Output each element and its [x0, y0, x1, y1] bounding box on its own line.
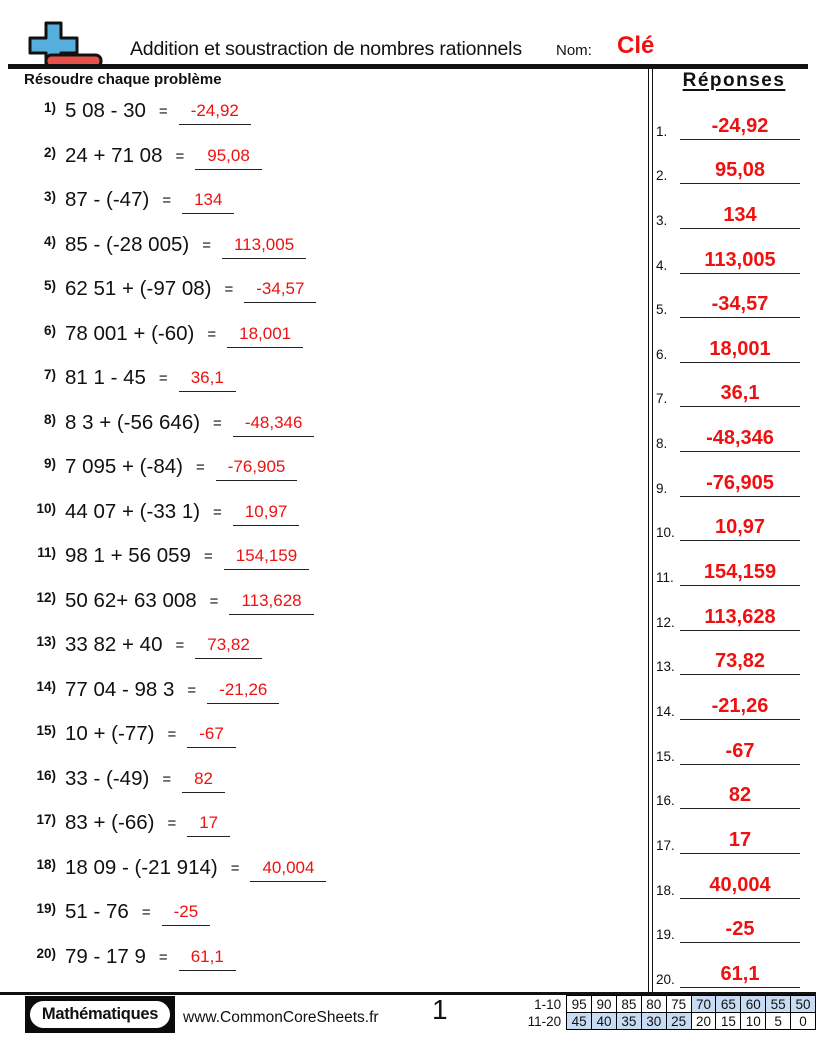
answer-row	[656, 948, 806, 993]
score-cell: 30	[641, 1013, 666, 1030]
name-label: Nom:	[556, 42, 592, 59]
score-cell: 0	[791, 1013, 816, 1030]
equals-sign: =	[224, 281, 234, 298]
equals-sign: =	[187, 681, 197, 699]
score-cell: 95	[567, 996, 592, 1013]
problem-expression: 24 + 71 08	[65, 143, 163, 167]
problem-number: 6)	[43, 322, 56, 338]
score-row-label: 1-10	[534, 996, 562, 1012]
problem-row	[28, 678, 640, 723]
answer-line	[680, 560, 800, 586]
answer-line	[680, 783, 800, 809]
answer-line	[680, 694, 800, 720]
answer-number: 16.	[656, 793, 675, 809]
equals-sign: =	[209, 592, 219, 610]
answer-row	[656, 234, 806, 279]
problem-number: 15)	[36, 723, 56, 738]
answer-row	[656, 502, 806, 547]
problem-expression: 18 09 - (-21 914)	[65, 855, 218, 879]
answer-value: -25	[725, 918, 755, 941]
answer-value: 61,1	[720, 962, 760, 985]
answer-number: 12.	[656, 614, 675, 630]
equals-sign: =	[162, 770, 172, 788]
answer-row	[656, 591, 806, 636]
problem-number: 12)	[36, 589, 56, 605]
problem-row	[28, 945, 640, 990]
problem-number: 9)	[43, 456, 56, 471]
problem-expression: 77 04 - 98 3	[65, 677, 175, 701]
answer-number: 18.	[656, 882, 675, 898]
brand-badge	[25, 996, 175, 1033]
problem-answer: 134	[182, 188, 234, 214]
answer-number: 9.	[656, 480, 668, 496]
problem-expression: 83 + (-66)	[65, 811, 155, 834]
answer-line	[680, 962, 800, 988]
score-cell: 25	[666, 1013, 691, 1030]
problem-expression: 8 3 + (-56 646)	[65, 410, 201, 434]
answer-value: 82	[728, 784, 752, 807]
answer-line	[680, 158, 800, 184]
answer-row	[656, 323, 806, 368]
answer-value: 113,628	[704, 605, 776, 628]
score-cell: 50	[791, 996, 816, 1013]
page-number: 1	[432, 994, 448, 1025]
problem-number: 16)	[36, 767, 56, 783]
problem-row	[28, 811, 640, 856]
problem-expression: 33 82 + 40	[65, 633, 163, 656]
problem-number: 7)	[43, 367, 56, 382]
answers-list	[656, 100, 806, 993]
score-cell: 20	[691, 1013, 716, 1030]
answer-value: 134	[723, 203, 757, 226]
problem-answer: -67	[187, 722, 236, 748]
answer-line	[680, 739, 800, 765]
equals-sign: =	[162, 192, 172, 209]
answer-value: -48,346	[706, 427, 774, 450]
problem-answer: 113,628	[229, 589, 313, 615]
problem-row	[28, 322, 640, 367]
problem-expression: 98 1 + 56 059	[65, 544, 191, 567]
problem-row	[28, 233, 640, 278]
problem-answer: 61,1	[179, 945, 236, 971]
answer-number: 6.	[656, 346, 668, 362]
problem-answer: 36,1	[179, 366, 236, 392]
problem-number: 1)	[43, 100, 56, 115]
answer-number: 7.	[656, 391, 668, 407]
equals-sign: =	[230, 859, 240, 877]
answer-number: 19.	[656, 927, 675, 943]
problem-expression: 79 - 17 9	[65, 944, 146, 968]
score-cell: 45	[567, 1013, 592, 1030]
answer-value: 10,97	[714, 516, 766, 539]
problem-row	[28, 544, 640, 589]
answer-value: -21,26	[711, 694, 769, 717]
plus-minus-logo-icon	[27, 21, 105, 69]
score-cell: 15	[716, 1013, 741, 1030]
score-row-label: 11-20	[527, 1013, 562, 1029]
problem-answer: 40,004	[250, 856, 326, 882]
score-table-body	[521, 996, 816, 1030]
problem-expression: 78 001 + (-60)	[65, 321, 195, 345]
answer-number: 15.	[656, 748, 675, 764]
problem-number: 18)	[36, 856, 56, 872]
problem-answer: 10,97	[233, 500, 300, 526]
score-row	[521, 996, 816, 1013]
problem-row	[28, 856, 640, 901]
problem-number: 20)	[36, 945, 56, 961]
problem-number: 8)	[43, 411, 56, 427]
site-url: www.CommonCoreSheets.fr	[183, 1009, 379, 1026]
equals-sign: =	[213, 414, 222, 432]
answer-number: 20.	[656, 971, 675, 987]
equals-sign: =	[213, 503, 222, 521]
equals-sign: =	[207, 325, 217, 343]
problem-expression: 81 1 - 45	[65, 366, 146, 389]
problem-answer: 82	[182, 767, 225, 793]
answer-value: 18,001	[709, 337, 771, 360]
score-cell: 35	[616, 1013, 641, 1030]
problem-answer: 113,005	[222, 233, 306, 259]
answer-line	[680, 114, 800, 140]
answer-line	[680, 426, 800, 452]
answer-line	[680, 873, 800, 899]
answer-value: 36,1	[720, 382, 760, 405]
problem-row	[28, 722, 640, 767]
problems-list	[28, 99, 640, 989]
brand-badge-label: Mathématiques	[28, 999, 172, 1030]
problem-row	[28, 411, 640, 456]
problem-number: 11)	[37, 545, 56, 560]
answer-line	[680, 471, 800, 497]
answer-row	[656, 100, 806, 145]
answer-number: 1.	[656, 123, 668, 139]
answer-row	[656, 145, 806, 190]
equals-sign: =	[158, 948, 168, 966]
answers-header: Réponses	[682, 70, 786, 91]
answer-value: 113,005	[704, 248, 776, 271]
answer-value: 95,08	[714, 159, 766, 182]
problem-row	[28, 144, 640, 189]
problem-expression: 62 51 + (-97 08)	[65, 277, 212, 300]
problem-expression: 51 - 76	[65, 900, 129, 923]
score-cell: 10	[741, 1013, 766, 1030]
problem-number: 14)	[36, 678, 56, 694]
problem-expression: 50 62+ 63 008	[65, 588, 197, 612]
answer-row	[656, 412, 806, 457]
score-cell: 70	[691, 996, 716, 1013]
problem-row	[28, 900, 640, 945]
problem-number: 17)	[36, 812, 56, 827]
problem-number: 2)	[43, 144, 56, 160]
answer-row	[656, 189, 806, 234]
answer-row	[656, 814, 806, 859]
answer-value: 154,159	[703, 561, 777, 584]
answer-value: 73,82	[714, 650, 766, 673]
problem-answer: -21,26	[207, 678, 279, 704]
answer-value: -76,905	[706, 471, 774, 494]
problem-answer: 95,08	[195, 144, 262, 170]
answer-number: 2.	[656, 168, 668, 184]
equals-sign: =	[175, 147, 185, 165]
answer-line	[680, 203, 800, 229]
problem-number: 3)	[43, 189, 56, 204]
problem-expression: 5 08 - 30	[65, 99, 146, 122]
answer-row	[656, 546, 806, 591]
answer-row	[656, 904, 806, 949]
answer-number: 17.	[656, 837, 675, 853]
worksheet-title: Addition et soustraction de nombres rationnels	[130, 38, 522, 60]
problem-answer: -25	[162, 900, 211, 926]
problem-number: 19)	[36, 901, 56, 916]
problem-row	[28, 767, 640, 812]
problem-row	[28, 366, 640, 411]
problem-answer: 154,159	[224, 544, 309, 570]
problem-expression: 10 + (-77)	[65, 722, 155, 745]
answer-number: 3.	[656, 212, 668, 228]
score-row	[521, 1013, 816, 1030]
problem-row	[28, 277, 640, 322]
answer-row	[656, 725, 806, 770]
score-cell: 60	[741, 996, 766, 1013]
answer-number: 4.	[656, 257, 668, 273]
equals-sign: =	[158, 370, 168, 387]
problem-row	[28, 99, 640, 144]
score-table	[521, 995, 816, 1030]
equals-sign: =	[158, 103, 168, 120]
problem-row	[28, 188, 640, 233]
answer-value: -24,92	[711, 114, 769, 137]
answer-row	[656, 279, 806, 324]
problem-expression: 7 095 + (-84)	[65, 455, 183, 478]
problem-number: 5)	[43, 278, 56, 293]
answer-line	[680, 828, 800, 854]
answer-row	[656, 368, 806, 413]
score-cell: 75	[666, 996, 691, 1013]
answer-value: -34,57	[711, 293, 769, 316]
answer-value: 17	[728, 828, 752, 851]
answer-line	[680, 381, 800, 407]
equals-sign: =	[167, 815, 177, 832]
answer-number: 8.	[656, 436, 668, 452]
answer-number: 10.	[656, 525, 675, 541]
score-cell: 65	[716, 996, 741, 1013]
score-cell: 55	[766, 996, 791, 1013]
problem-answer: -24,92	[179, 99, 251, 125]
answer-number: 5.	[656, 302, 668, 318]
answer-line	[680, 917, 800, 943]
answer-line	[680, 649, 800, 675]
equals-sign: =	[195, 459, 205, 476]
problem-answer: -48,346	[233, 411, 315, 437]
equals-sign: =	[202, 236, 211, 254]
score-cell: 80	[641, 996, 666, 1013]
score-cell: 85	[616, 996, 641, 1013]
problem-answer: -34,57	[244, 277, 316, 303]
answer-line	[680, 337, 800, 363]
answer-line	[680, 248, 800, 274]
name-value: Clé	[617, 32, 655, 59]
problem-row	[28, 500, 640, 545]
answer-number: 11.	[656, 570, 674, 586]
answer-value: -67	[725, 739, 755, 762]
answer-row	[656, 859, 806, 904]
header-rule	[8, 64, 808, 69]
problem-expression: 44 07 + (-33 1)	[65, 499, 201, 523]
answer-number: 13.	[656, 659, 675, 675]
answer-row	[656, 457, 806, 502]
problem-answer: 18,001	[227, 322, 303, 348]
answer-line	[680, 292, 800, 318]
answer-row	[656, 680, 806, 725]
equals-sign: =	[141, 904, 151, 921]
score-cell: 5	[766, 1013, 791, 1030]
answer-row	[656, 770, 806, 815]
problem-number: 4)	[43, 233, 56, 249]
answer-row	[656, 636, 806, 681]
problem-answer: -76,905	[216, 455, 298, 481]
problem-number: 10)	[36, 500, 56, 516]
answer-line	[680, 605, 800, 631]
score-cell: 90	[592, 996, 617, 1013]
answer-line	[680, 515, 800, 541]
problem-expression: 33 - (-49)	[65, 766, 150, 790]
score-cell: 40	[592, 1013, 617, 1030]
instruction-label: Résoudre chaque problème	[24, 71, 222, 88]
problem-answer: 17	[187, 811, 230, 837]
problem-row	[28, 633, 640, 678]
answer-number: 14.	[656, 703, 675, 719]
equals-sign: =	[175, 637, 185, 654]
equals-sign: =	[167, 726, 177, 743]
answer-value: 40,004	[709, 873, 771, 896]
problem-row	[28, 589, 640, 634]
equals-sign: =	[203, 548, 213, 565]
column-divider	[648, 68, 653, 993]
problem-row	[28, 455, 640, 500]
problem-expression: 87 - (-47)	[65, 188, 150, 211]
problem-number: 13)	[36, 634, 56, 649]
problem-expression: 85 - (-28 005)	[65, 232, 190, 256]
problem-answer: 73,82	[195, 633, 262, 659]
